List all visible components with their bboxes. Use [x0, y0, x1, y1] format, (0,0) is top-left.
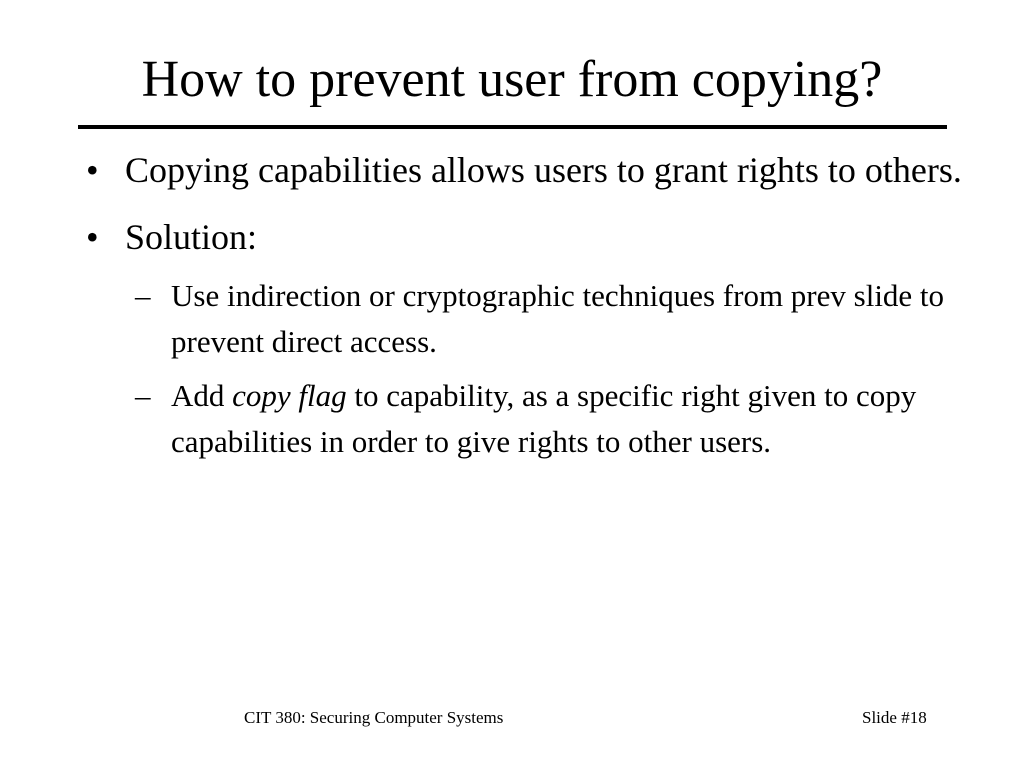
bullet-item: [82, 213, 962, 261]
sub-bullet-text: Use indirection or cryptographic techniques from prev slide to prevent direct access.: [171, 278, 945, 359]
bullet-text: Copying capabilities allows users to grant rights to others.: [125, 150, 962, 190]
bullet-item: [82, 146, 962, 194]
sub-bullet-text-prefix: Add: [171, 378, 233, 413]
sub-bullet-item: [135, 373, 962, 465]
footer-slide-number: Slide #18: [862, 708, 927, 727]
title-underline: [78, 125, 947, 129]
bullet-icon: •: [86, 150, 99, 190]
bullet-text: Solution:: [125, 217, 258, 257]
sub-bullet-item: [135, 273, 962, 365]
sub-bullet-text-suffix: to capability, as a specific right given to copy capabilities in order to give rights to other users.: [171, 378, 917, 459]
dash-icon: –: [135, 278, 151, 313]
bullet-icon: •: [86, 217, 99, 257]
dash-icon: –: [135, 378, 151, 413]
slide-content: [82, 146, 962, 473]
emphasized-term: copy flag: [232, 378, 347, 413]
slide-title: How to prevent user from copying?: [141, 51, 883, 108]
footer-course-title: CIT 380: Securing Computer Systems: [244, 708, 504, 727]
